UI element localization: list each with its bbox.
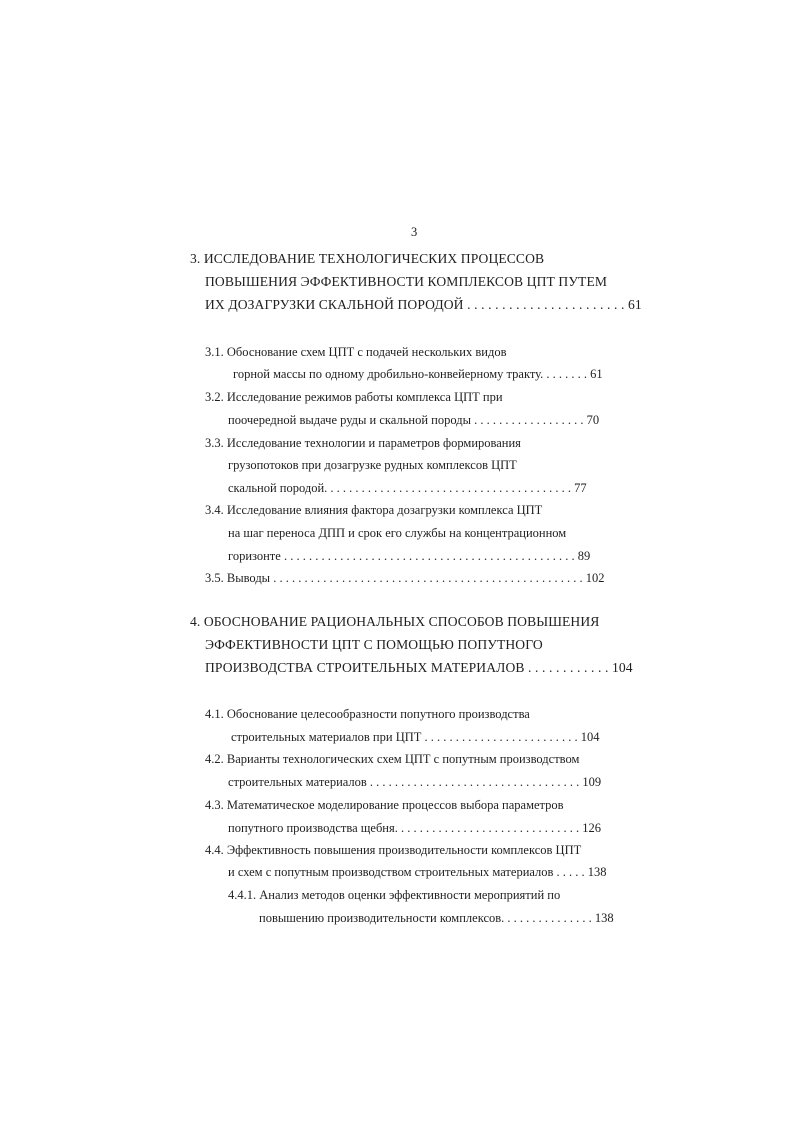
section-3-4-line-3: горизонте . . . . . . . . . . . . . . . . . . . . . . . . . . . . . . . . . . . . . . . . . . . . . . . 89 [228, 549, 591, 563]
chapter-3-title-line-2: ПОВЫШЕНИЯ ЭФФЕКТИВНОСТИ КОМПЛЕКСОВ ЦПТ ПУТЕМ [205, 274, 608, 289]
section-3-1-line-1: 3.1. Обоснование схем ЦПТ с подачей нескольких видов [205, 345, 507, 359]
section-3-2-line-1: 3.2. Исследование режимов работы комплекса ЦПТ при [205, 390, 503, 404]
section-4-2-line-2: строительных материалов . . . . . . . . . . . . . . . . . . . . . . . . . . . . . . . . . . 109 [228, 775, 602, 789]
section-4-4-1-line-1: 4.4.1. Анализ методов оценки эффективности мероприятий по [228, 888, 561, 902]
section-3-4-line-1: 3.4. Исследование влияния фактора дозагрузки комплекса ЦПТ [205, 503, 543, 517]
section-3-3-line-1: 3.3. Исследование технологии и параметров формирования [205, 436, 521, 450]
section-4-4-line-1: 4.4. Эффективность повышения производительности комплексов ЦПТ [205, 843, 582, 857]
section-3-2-line-2: поочередной выдаче руды и скальной породы . . . . . . . . . . . . . . . . . . 70 [228, 413, 600, 427]
section-4-1-line-1: 4.1. Обоснование целесообразности попутного производства [205, 707, 530, 721]
section-4-4-1-line-2: повышению производительности комплексов. . . . . . . . . . . . . . . 138 [259, 911, 614, 925]
section-4-2-line-1: 4.2. Варианты технологических схем ЦПТ с попутным производством [205, 752, 580, 766]
section-4-3-line-1: 4.3. Математическое моделирование процессов выбора параметров [205, 798, 564, 812]
section-3-5: 3.5. Выводы . . . . . . . . . . . . . . . . . . . . . . . . . . . . . . . . . . . . . . . . . . . . . . . . . . 102 [205, 571, 605, 585]
section-3-1-line-2: горной массы по одному дробильно-конвейерному тракту. . . . . . . . 61 [233, 367, 603, 381]
chapter-4-title-line-2: ЭФФЕКТИВНОСТИ ЦПТ С ПОМОЩЬЮ ПОПУТНОГО [205, 637, 543, 652]
chapter-3-title-line-3: ИХ ДОЗАГРУЗКИ СКАЛЬНОЙ ПОРОДОЙ . . . . . . . . . . . . . . . . . . . . . . . 61 [205, 297, 642, 312]
chapter-4-title-line-3: ПРОИЗВОДСТВА СТРОИТЕЛЬНЫХ МАТЕРИАЛОВ . . . . . . . . . . . . 104 [205, 660, 633, 675]
section-3-3-line-2: грузопотоков при дозагрузке рудных комплексов ЦПТ [228, 458, 517, 472]
section-3-4-line-2: на шаг переноса ДПП и срок его службы на концентрационном [228, 526, 567, 540]
section-3-3-line-3: скальной породой. . . . . . . . . . . . . . . . . . . . . . . . . . . . . . . . . . . . . . . . 77 [228, 481, 587, 495]
page-number: 3 [411, 225, 418, 239]
chapter-4-title-line-1: 4. ОБОСНОВАНИЕ РАЦИОНАЛЬНЫХ СПОСОБОВ ПОВЫШЕНИЯ [190, 614, 600, 629]
section-4-1-line-2: строительных материалов при ЦПТ . . . . . . . . . . . . . . . . . . . . . . . . . 104 [231, 730, 600, 744]
section-4-4-line-2: и схем с попутным производством строительных материалов . . . . . 138 [228, 865, 607, 879]
chapter-3-title-line-1: 3. ИССЛЕДОВАНИЕ ТЕХНОЛОГИЧЕСКИХ ПРОЦЕССОВ [190, 251, 545, 266]
section-4-3-line-2: попутного производства щебня. . . . . . . . . . . . . . . . . . . . . . . . . . . . . . 126 [228, 821, 601, 835]
